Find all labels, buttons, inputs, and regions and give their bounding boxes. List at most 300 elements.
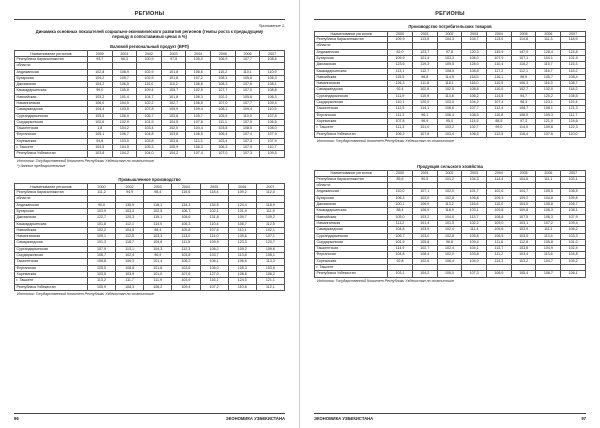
- value-cell: 145,9: [487, 49, 512, 55]
- column-header: 2000: [388, 171, 413, 177]
- value-cell: 108,8: [462, 87, 487, 93]
- value-cell: 103,2: [437, 125, 462, 131]
- region-cell: Бухарская: [315, 195, 388, 201]
- value-cell: 104,3: [437, 37, 462, 43]
- value-cell: 110,2: [161, 82, 186, 88]
- value-cell: 109,2: [511, 195, 536, 201]
- value-cell: 114,0: [144, 221, 172, 227]
- value-cell: 103,3: [437, 55, 462, 61]
- value-cell: 122,3: [561, 125, 586, 131]
- region-cell: Бухарская: [315, 55, 388, 61]
- value-cell: 109,7: [228, 215, 256, 221]
- value-cell: 102,8: [412, 87, 437, 93]
- column-header: 2003: [462, 31, 487, 37]
- value-cell: 105,7: [536, 74, 561, 80]
- value-cell: 102,0: [437, 189, 462, 195]
- value-cell: 108,1: [536, 106, 561, 112]
- value-cell: 103,0: [511, 233, 536, 239]
- value-cell: 113,3: [256, 259, 284, 265]
- value-cell: 115,6: [172, 190, 200, 196]
- value-cell: 114,5: [487, 93, 512, 99]
- value-cell: 106,0: [462, 55, 487, 61]
- value-cell: 108,5: [561, 93, 586, 99]
- value-cell: 106,5: [186, 132, 211, 138]
- value-cell: 107,1: [412, 189, 437, 195]
- value-cell: 109,2: [228, 190, 256, 196]
- value-cell: 113,7: [487, 246, 512, 252]
- value-cell: 112,1: [116, 221, 144, 227]
- value-cell: 111,1: [211, 119, 236, 125]
- value-cell: 101,8: [161, 69, 186, 75]
- value-cell: 114,9: [388, 246, 413, 252]
- value-cell: 107,7: [235, 56, 260, 62]
- value-cell: 103,4: [211, 138, 236, 144]
- region-cell: Навоийская: [315, 74, 388, 80]
- region-cell: Сурхандарьинская: [15, 246, 88, 252]
- column-header: Наименование регионов: [315, 171, 388, 177]
- value-cell: 123,3: [228, 240, 256, 246]
- value-cell: 104,8: [388, 227, 413, 233]
- value-cell: 107,4: [235, 132, 260, 138]
- value-cell: 113,0: [172, 234, 200, 240]
- value-cell: 111,2: [388, 220, 413, 226]
- region-cell: г. Ташкент: [315, 265, 388, 271]
- value-cell: 107,9: [561, 214, 586, 220]
- value-cell: 109,5: [437, 62, 462, 68]
- value-cell: 106,5: [260, 119, 285, 125]
- region-cell: Республика Каракалпакстан: [315, 37, 388, 43]
- value-cell: 102,7: [412, 246, 437, 252]
- value-cell: 113,6: [536, 252, 561, 258]
- value-cell: 114,5: [437, 74, 462, 80]
- value-cell: 108,1: [211, 75, 236, 81]
- value-cell: 106,9: [211, 56, 236, 62]
- value-cell: 92,4: [388, 87, 413, 93]
- value-cell: 135,5: [116, 202, 144, 208]
- value-cell: 88,4: [388, 208, 413, 214]
- value-cell: 110,1: [388, 100, 413, 106]
- value-cell: 116,6: [462, 202, 487, 208]
- region-cell: Наманганская: [15, 234, 88, 240]
- value-cell: 104,7: [137, 94, 162, 100]
- value-cell: 102,8: [437, 195, 462, 201]
- value-cell: 110,1: [228, 227, 256, 233]
- industry-table-title: Промышленное производство: [118, 176, 181, 182]
- value-cell: 102,2: [137, 100, 162, 106]
- region-cell: Ташкентская: [315, 106, 388, 112]
- value-cell: 109,3: [536, 112, 561, 118]
- value-cell: 107,1: [511, 55, 536, 61]
- value-cell: 102,8: [87, 69, 112, 75]
- value-cell: 107,9: [487, 55, 512, 61]
- value-cell: 118,1: [144, 202, 172, 208]
- source-note: Источник: Государственный Комитет Республики Узбекистан по статистике: [317, 139, 454, 144]
- value-cell: 115,5: [388, 74, 413, 80]
- region-cell: Навоийская: [315, 214, 388, 220]
- value-cell: 102,4: [561, 246, 586, 252]
- value-cell: 103,9: [511, 227, 536, 233]
- value-cell: 113,4: [536, 233, 561, 239]
- region-cell: Наманганская: [315, 81, 388, 87]
- value-cell: 101,9: [561, 55, 586, 61]
- value-cell: 124,0: [228, 278, 256, 284]
- value-cell: 111,3: [536, 37, 561, 43]
- value-cell: 107,2: [200, 284, 228, 290]
- value-cell: 103,9: [116, 271, 144, 277]
- region-cell: Кашкадарьинская: [15, 221, 88, 227]
- right-page: [300, 0, 600, 428]
- value-cell: 103,0: [112, 138, 137, 144]
- value-cell: 107,5: [511, 214, 536, 220]
- left-footer: [14, 413, 285, 421]
- value-cell: 105,3: [137, 145, 162, 151]
- value-cell: 112,5: [487, 131, 512, 137]
- region-cell: Республика Каракалпакстан: [315, 176, 388, 182]
- region-cell: Хорезмская: [315, 118, 388, 124]
- value-cell: 102,6: [412, 258, 437, 264]
- value-cell: 106,7: [561, 202, 586, 208]
- value-cell: 109,5: [260, 151, 285, 157]
- value-cell: 112,3: [172, 246, 200, 252]
- value-cell: 115,1: [144, 215, 172, 221]
- value-cell: 113,3: [186, 138, 211, 144]
- column-header: 2005: [511, 171, 536, 177]
- value-cell: 108,6: [462, 112, 487, 118]
- value-cell: 111,5: [172, 240, 200, 246]
- value-cell: 109,8: [536, 125, 561, 131]
- value-cell: 103,8: [161, 132, 186, 138]
- value-cell: 112,8: [511, 239, 536, 245]
- value-cell: 120,3: [462, 49, 487, 55]
- value-cell: 118,9: [437, 208, 462, 214]
- value-cell: 108,7: [511, 106, 536, 112]
- value-cell: 107,7: [235, 100, 260, 106]
- column-header: Наименование регионов: [15, 184, 88, 190]
- column-header: 2005: [200, 184, 228, 190]
- value-cell: 102,0: [161, 126, 186, 132]
- value-cell: 104,8: [388, 252, 413, 258]
- value-cell: 103,9: [87, 208, 115, 214]
- value-cell: 114,3: [487, 258, 512, 264]
- value-cell: 116,2: [511, 62, 536, 68]
- value-cell: 128,0: [462, 62, 487, 68]
- source-note: Источник: Государственный Комитет Республики Узбекистан по статистике: [17, 292, 154, 297]
- value-cell: 115,2: [561, 68, 586, 74]
- value-cell: 103,5: [87, 271, 115, 277]
- value-cell: 118,9: [256, 202, 284, 208]
- value-cell: 106,7: [388, 233, 413, 239]
- value-cell: 120,7: [256, 240, 284, 246]
- journal-name: ЭКОНОМИКА УЗБЕКИСТАНА: [225, 416, 285, 421]
- value-cell: 105,1: [87, 132, 112, 138]
- value-cell: 105,4: [511, 271, 536, 277]
- value-cell: 103,8: [161, 138, 186, 144]
- value-cell: 105,8: [412, 239, 437, 245]
- region-cell: Андижанская: [15, 69, 88, 75]
- value-cell: 102,9: [112, 119, 137, 125]
- value-cell: 118,4: [200, 190, 228, 196]
- region-cell: Самаркандская: [315, 227, 388, 233]
- region-cell: Джизакская: [15, 215, 88, 221]
- grp-table-title: Валовой региональный продукт (ВРП): [110, 43, 189, 49]
- agriculture-table: [314, 170, 586, 277]
- value-cell: 102,5: [144, 208, 172, 214]
- value-cell: 121,1: [256, 278, 284, 284]
- value-cell: 102,7: [511, 87, 536, 93]
- value-cell: 82,0: [388, 49, 413, 55]
- column-header: 2007: [260, 51, 285, 57]
- value-cell: 114,0: [200, 234, 228, 240]
- value-cell: 107,8: [137, 107, 162, 113]
- region-cell: Республика Узбекистан: [315, 271, 388, 277]
- value-cell: 110,0: [235, 113, 260, 119]
- value-cell: 107,8: [412, 131, 437, 137]
- value-cell: 105,8: [536, 202, 561, 208]
- value-cell: 104,2: [112, 126, 137, 132]
- value-cell: 107,2: [536, 220, 561, 226]
- value-cell: 101,4: [112, 94, 137, 100]
- region-cell: области:: [315, 43, 388, 49]
- value-cell: 103,9: [172, 278, 200, 284]
- column-header: 2003: [462, 171, 487, 177]
- column-header: 2000: [87, 184, 115, 190]
- value-cell: 110,0: [487, 87, 512, 93]
- value-cell: 111,3: [388, 125, 413, 131]
- value-cell: 104,2: [87, 75, 112, 81]
- value-cell: 112,5: [116, 234, 144, 240]
- region-cell: Андижанская: [315, 49, 388, 55]
- value-cell: 104,6: [511, 176, 536, 182]
- value-cell: 111,1: [536, 227, 561, 233]
- value-cell: 106,2: [200, 246, 228, 252]
- region-cell: Ферганская: [315, 112, 388, 118]
- value-cell: 105,6: [235, 94, 260, 100]
- value-cell: 106,1: [200, 259, 228, 265]
- value-cell: 104,4: [186, 126, 211, 132]
- value-cell: 105,5: [211, 113, 236, 119]
- value-cell: 124,6: [561, 118, 586, 124]
- region-cell: Республика Узбекистан: [15, 151, 88, 157]
- value-cell: 96,1: [412, 112, 437, 118]
- value-cell: 106,3: [536, 208, 561, 214]
- value-cell: 106,7: [172, 208, 200, 214]
- value-cell: 107,4: [487, 100, 512, 106]
- running-head: РЕГИОНЫ: [14, 11, 285, 20]
- value-cell: 107,1: [256, 234, 284, 240]
- value-cell: 106,5: [561, 189, 586, 195]
- value-cell: 106,6: [437, 106, 462, 112]
- value-cell: 105,7: [161, 88, 186, 94]
- value-cell: 106,8: [462, 195, 487, 201]
- column-header: 2002: [437, 31, 462, 37]
- column-header: 2007: [561, 171, 586, 177]
- value-cell: 104,2: [161, 151, 186, 157]
- value-cell: 101,5: [437, 220, 462, 226]
- value-cell: 98,3: [112, 56, 137, 62]
- value-cell: 106,5: [112, 82, 137, 88]
- region-cell: области:: [15, 63, 88, 69]
- value-cell: 104,5: [112, 100, 137, 106]
- region-cell: Навоийская: [15, 94, 88, 100]
- agriculture-table-title: Продукция сельского хозяйства: [417, 163, 483, 169]
- value-cell: 103,4: [511, 252, 536, 258]
- value-cell: 106,6: [186, 69, 211, 75]
- value-cell: 109,4: [462, 239, 487, 245]
- consumer-table-title: Производство потребительских товаров: [408, 24, 492, 29]
- value-cell: 105,5: [87, 265, 115, 271]
- value-cell: 112,1: [511, 68, 536, 74]
- value-cell: 107,9: [260, 132, 285, 138]
- value-cell: 107,8: [186, 119, 211, 125]
- value-cell: 102,8: [437, 233, 462, 239]
- value-cell: 114,8: [511, 37, 536, 43]
- value-cell: 124,4: [228, 202, 256, 208]
- grp-table: [14, 50, 285, 157]
- value-cell: 98,3: [511, 100, 536, 106]
- value-cell: 104,6: [437, 214, 462, 220]
- value-cell: 103,0: [437, 100, 462, 106]
- value-cell: 96,9: [412, 118, 437, 124]
- value-cell: 109,2: [228, 246, 256, 252]
- value-cell: 106,2: [256, 271, 284, 277]
- value-cell: 105,0: [186, 56, 211, 62]
- value-cell: 99,0: [87, 88, 112, 94]
- value-cell: 108,8: [462, 68, 487, 74]
- value-cell: 110,8: [487, 112, 512, 118]
- value-cell: 90,0: [87, 202, 115, 208]
- value-cell: 107,9: [87, 246, 115, 252]
- value-cell: 106,3: [536, 214, 561, 220]
- value-cell: 109,4: [172, 284, 200, 290]
- value-cell: 106,0: [87, 100, 112, 106]
- value-cell: 111,2: [87, 190, 115, 196]
- value-cell: 103,1: [561, 176, 586, 182]
- value-cell: 106,3: [186, 94, 211, 100]
- value-cell: 111,9: [144, 278, 172, 284]
- value-cell: 104,9: [536, 246, 561, 252]
- column-header: 2006: [235, 51, 260, 57]
- column-header: 2006: [536, 31, 561, 37]
- column-header: 2005: [211, 51, 236, 57]
- value-cell: 122,7: [87, 215, 115, 221]
- value-cell: 111,6: [487, 239, 512, 245]
- value-cell: 106,3: [511, 81, 536, 87]
- region-cell: Самаркандская: [315, 87, 388, 93]
- value-cell: 104,7: [511, 189, 536, 195]
- column-header: 2001: [412, 171, 437, 177]
- value-cell: 107,6: [536, 131, 561, 137]
- column-header: 2004: [172, 184, 200, 190]
- value-cell: 121,3: [561, 106, 586, 112]
- appendix-label: Приложение 1.: [258, 24, 285, 28]
- column-header: 2006: [228, 184, 256, 190]
- column-header: Наименование регионов: [315, 31, 388, 37]
- value-cell: 108,6: [260, 56, 285, 62]
- value-cell: 110,0: [137, 82, 162, 88]
- value-cell: 102,0: [437, 252, 462, 258]
- region-cell: области:: [315, 183, 388, 189]
- value-cell: 107,6: [200, 227, 228, 233]
- value-cell: 104,8: [536, 195, 561, 201]
- value-cell: 101,3: [87, 240, 115, 246]
- value-cell: 101,7: [462, 189, 487, 195]
- value-cell: 114,4: [487, 176, 512, 182]
- value-cell: 108,1: [260, 82, 285, 88]
- table-row: [15, 56, 285, 62]
- value-cell: 127,0: [200, 271, 228, 277]
- value-cell: 103,9: [412, 227, 437, 233]
- value-cell: 106,9: [412, 208, 437, 214]
- region-cell: Джизакская: [15, 82, 88, 88]
- value-cell: 108,9: [487, 271, 512, 277]
- value-cell: 102,4: [116, 253, 144, 259]
- value-cell: 110,7: [260, 145, 285, 151]
- value-cell: 111,1: [536, 176, 561, 182]
- value-cell: 110,1: [235, 69, 260, 75]
- value-cell: 101,5: [137, 119, 162, 125]
- column-header: 2000: [87, 51, 112, 57]
- value-cell: 101,8: [87, 221, 115, 227]
- value-cell: 106,6: [186, 82, 211, 88]
- value-cell: 106,3: [172, 221, 200, 227]
- table-row: [315, 37, 586, 43]
- value-cell: 106,2: [388, 131, 413, 137]
- value-cell: 105,7: [186, 113, 211, 119]
- value-cell: 132,0: [536, 87, 561, 93]
- value-cell: 106,0: [200, 265, 228, 271]
- value-cell: 110,9: [260, 69, 285, 75]
- column-header: 2007: [256, 184, 284, 190]
- value-cell: 118,1: [437, 81, 462, 87]
- column-header: 2004: [186, 51, 211, 57]
- value-cell: 109,8: [511, 208, 536, 214]
- value-cell: 104,2: [112, 151, 137, 157]
- value-cell: 118,2: [561, 87, 586, 93]
- value-cell: 101,2: [437, 176, 462, 182]
- value-cell: 103,1: [511, 220, 536, 226]
- value-cell: 102,5: [437, 87, 462, 93]
- value-cell: 106,3: [211, 145, 236, 151]
- value-cell: 107,9: [260, 138, 285, 144]
- value-cell: 106,4: [437, 258, 462, 264]
- value-cell: 116,4: [511, 131, 536, 137]
- value-cell: 120,3: [116, 215, 144, 221]
- value-cell: 97,3: [511, 118, 536, 124]
- value-cell: 94,9: [116, 190, 144, 196]
- region-cell: Республика Узбекистан: [15, 284, 88, 290]
- value-cell: 103,7: [200, 253, 228, 259]
- value-cell: 108,1: [211, 107, 236, 113]
- value-cell: 112,0: [256, 190, 284, 196]
- value-cell: 107,9: [235, 145, 260, 151]
- value-cell: 115,3: [561, 62, 586, 68]
- value-cell: 109,6: [256, 246, 284, 252]
- value-cell: 118,9: [561, 37, 586, 43]
- value-cell: 114,5: [462, 118, 487, 124]
- value-cell: 107,7: [462, 106, 487, 112]
- value-cell: 102,0: [412, 195, 437, 201]
- value-cell: 97,5: [161, 56, 186, 62]
- region-cell: Андижанская: [15, 202, 88, 208]
- value-cell: 106,2: [561, 227, 586, 233]
- value-cell: 117,2: [487, 68, 512, 74]
- region-cell: Сурхандарьинская: [315, 93, 388, 99]
- value-cell: 109,2: [256, 215, 284, 221]
- value-cell: 116,7: [536, 68, 561, 74]
- region-cell: Ташкентская: [15, 126, 88, 132]
- value-cell: 101,8: [161, 94, 186, 100]
- value-cell: 106,4: [437, 112, 462, 118]
